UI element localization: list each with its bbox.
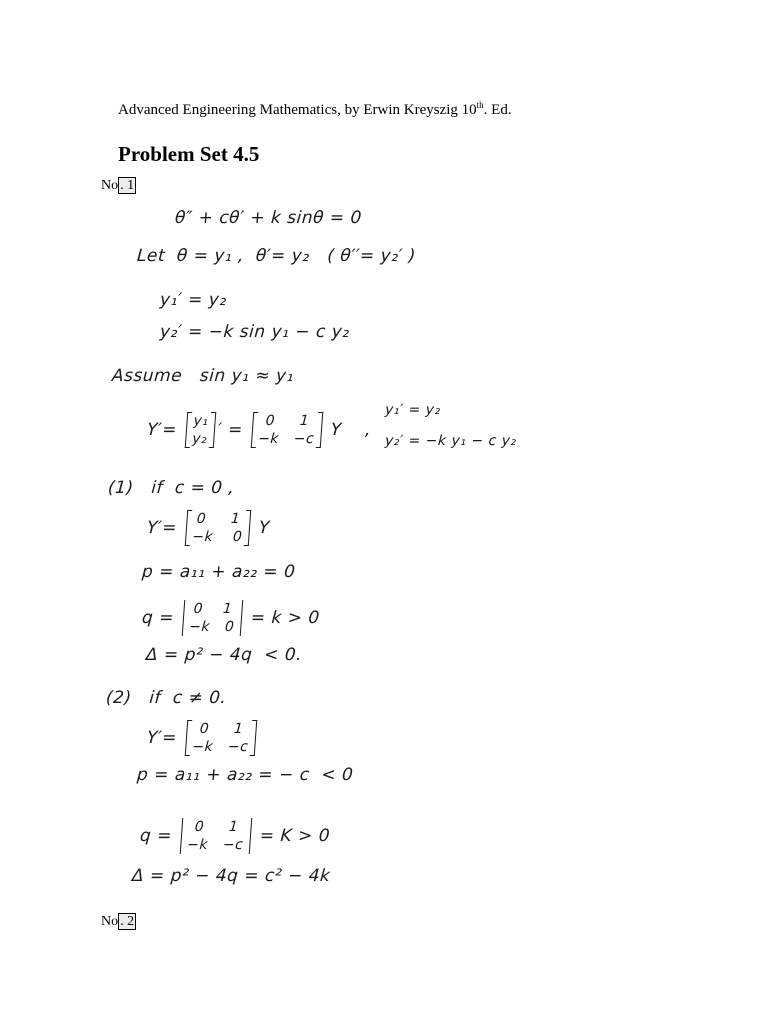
matrix-equals: ′ = — [217, 420, 250, 440]
state-vector — [185, 412, 216, 448]
case-2-discriminant: Δ = p² − 4q = c² − 4k — [131, 866, 332, 886]
case-1-row-1: 0 1 — [196, 511, 241, 527]
case-1-q-result: = k > 0 — [244, 608, 321, 628]
book-title-text: Advanced Engineering Mathematics, by Erwin Kreyszig 10 — [118, 102, 477, 118]
case-1-coefficient-matrix — [185, 510, 252, 546]
case-2-q-label: q = — [139, 826, 179, 846]
problem-2-prefix: No — [101, 914, 119, 929]
system-eq-1: y₁′ = y₂ — [159, 290, 228, 310]
matrix-row-1: 0 1 — [265, 413, 310, 429]
case-1-q-label: q = — [141, 608, 181, 628]
book-title-end: . Ed. — [483, 102, 512, 118]
case-1-discriminant: Δ = p² − 4q < 0. — [145, 645, 303, 665]
case-2-q-result: = K > 0 — [253, 826, 331, 846]
matrix-system-line — [146, 412, 373, 448]
case-1-lhs: Y′= — [146, 518, 184, 538]
case-1-det-row-1: 0 1 — [193, 601, 233, 617]
case-2-lhs: Y′= — [146, 728, 184, 748]
assumption-line: Assume sin y₁ ≈ y₁ — [111, 366, 295, 386]
case-1-det-matrix — [182, 600, 244, 636]
system-eq-2: y₂′ = −k sin y₁ − c y₂ — [159, 322, 351, 342]
matrix-lhs: Y′= — [146, 420, 184, 440]
matrix-rhs: Y , — [324, 420, 372, 440]
ode-equation: θ″ + cθ′ + k sinθ = 0 — [174, 208, 363, 228]
case-2-det-row-2: −k −c — [186, 837, 244, 853]
problem-number-2 — [101, 914, 136, 930]
case-2-det-matrix — [180, 818, 253, 854]
problem-1-boxed: . 1 — [120, 178, 135, 193]
linear-eq-2: y₂′ = −k y₁ − c y₂ — [384, 433, 518, 449]
case-1-matrix — [146, 510, 271, 546]
vector-row-2: y₂ — [191, 431, 208, 447]
problem-2-boxed: . 2 — [120, 914, 135, 929]
case-1-determinant — [141, 600, 321, 636]
case-2-determinant — [139, 818, 332, 854]
case-2-heading: (2) if c ≠ 0. — [105, 688, 228, 708]
substitution-line: Let θ = y₁ , θ′= y₂ ( θ′′= y₂′ ) — [136, 246, 417, 266]
case-2-row-1: 0 1 — [199, 721, 244, 737]
vector-row-1: y₁ — [192, 413, 210, 429]
matrix-row-2: −k −c — [257, 431, 315, 447]
problem-1-prefix: No — [101, 178, 119, 193]
case-1-trace: p = a₁₁ + a₂₂ = 0 — [141, 562, 297, 582]
case-1-det-row-2: −k 0 — [188, 619, 235, 635]
case-1-heading: (1) if c = 0 , — [107, 478, 236, 498]
case-2-det-row-1: 0 1 — [194, 819, 239, 835]
book-title — [118, 100, 512, 119]
case-1-rhs: Y — [252, 518, 271, 538]
case-2-coefficient-matrix — [185, 720, 258, 756]
case-2-row-2: −k −c — [191, 739, 249, 755]
linear-eq-1: y₁′ = y₂ — [384, 402, 442, 418]
problem-number-1 — [101, 178, 136, 194]
case-2-matrix — [146, 720, 261, 756]
case-1-row-2: −k 0 — [191, 529, 243, 545]
coefficient-matrix — [250, 412, 323, 448]
edition-superscript: th — [476, 100, 484, 110]
case-2-trace: p = a₁₁ + a₂₂ = − c < 0 — [136, 765, 355, 785]
problem-set-title: Problem Set 4.5 — [118, 142, 260, 166]
